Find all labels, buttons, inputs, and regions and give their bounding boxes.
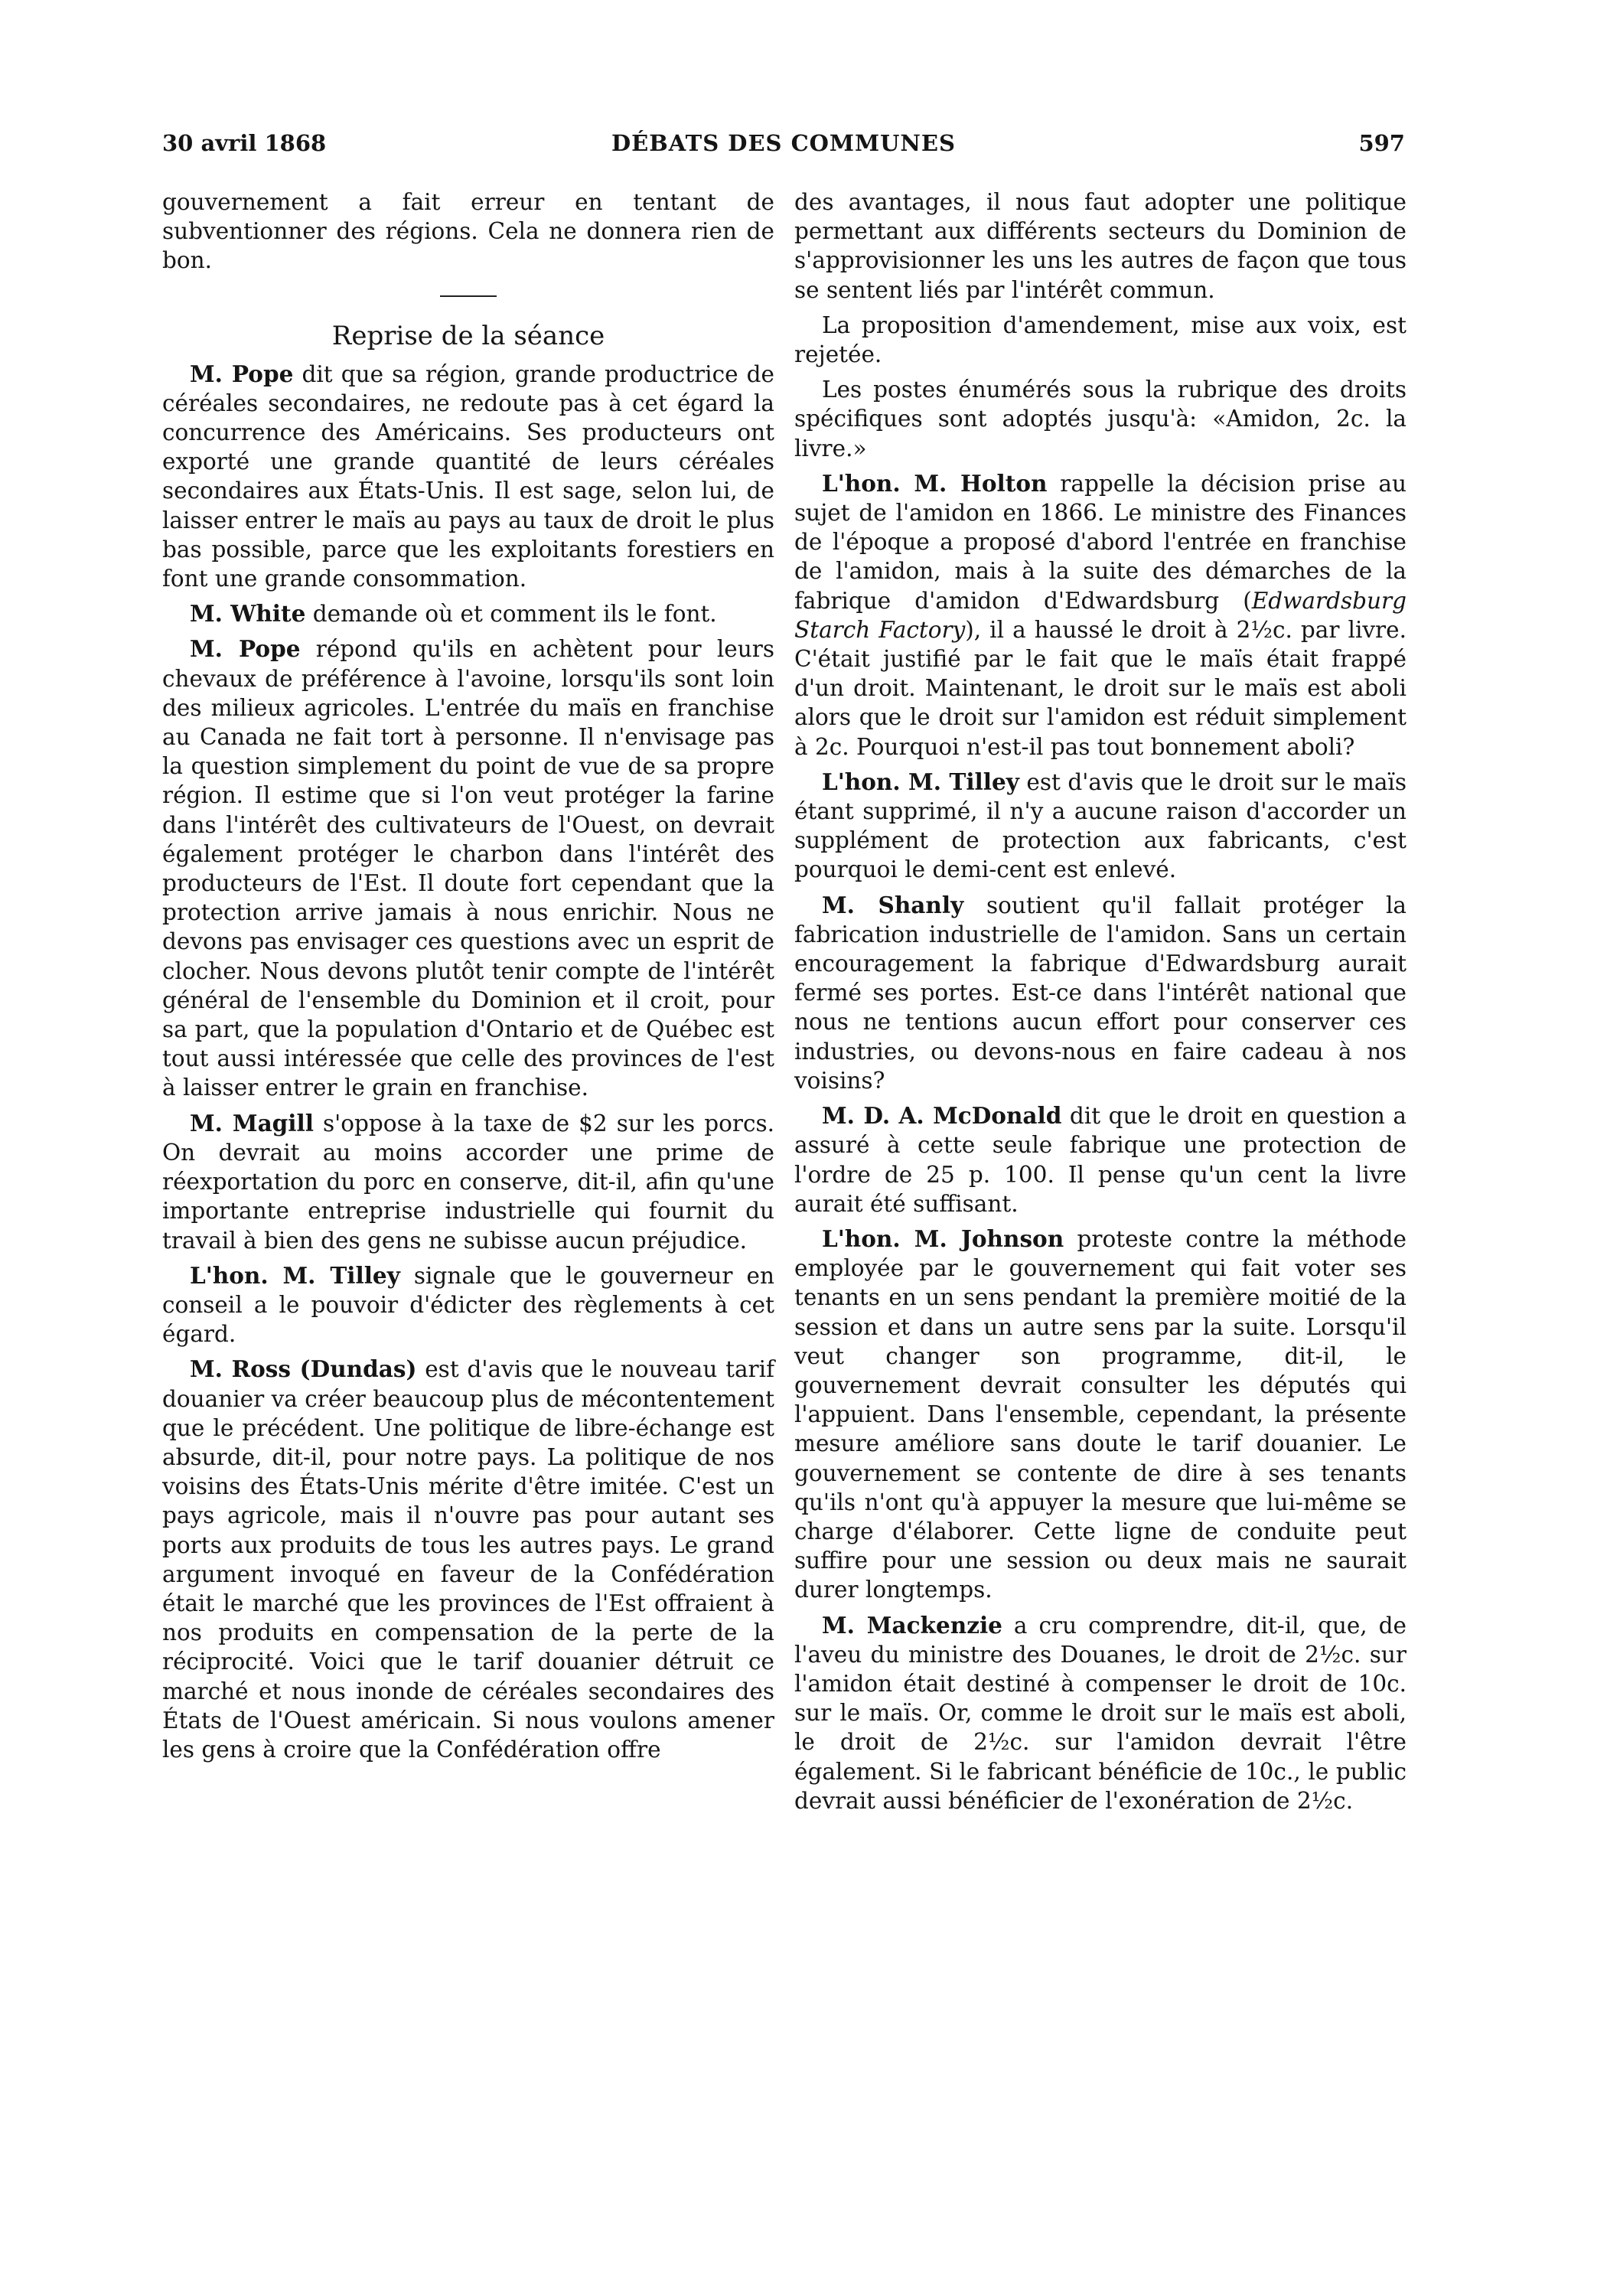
speaker-name: M. Mackenzie [822, 1611, 1002, 1639]
speaker-name: M. White [190, 600, 306, 628]
continued-paragraph: des avantages, il nous faut adopter une politique permettant aux différents secteurs du Dominion de s'approvisionner les uns les autres de façon que tous se sentent liés par l'intérêt commun. [794, 189, 1407, 303]
speaker-name: L'hon. M. Tilley [822, 768, 1019, 795]
speech-text: s'oppose à la taxe de $2 sur les porcs. On devrait au moins accorder une prime de réexportation du porc en conserve, dit-il, afin qu'une importante entreprise industrielle qui fournit du travail à bien des gens ne subisse aucun préjudice. [162, 1110, 774, 1254]
speaker-name: M. Magill [190, 1109, 314, 1137]
speech-paragraph [162, 634, 774, 1102]
procedural-paragraph: Les postes énumérés sous la rubrique des droits spécifiques sont adoptés jusqu'à: «Amidon, 2c. la livre.» [794, 377, 1407, 461]
speech-paragraph [794, 1225, 1407, 1605]
page-number: 597 [1358, 130, 1405, 156]
speaker-name: L'hon. M. Holton [822, 469, 1048, 497]
speaker-name: L'hon. M. Tilley [190, 1261, 400, 1289]
speech-text: est d'avis que le droit sur le maïs étant supprimé, il n'y a aucune raison d'accorder un supplément de protection aux fabricants, c'est pourquoi le demi-cent est enlevé. [794, 768, 1407, 883]
left-column [162, 188, 774, 1770]
speech-text: signale que le gouverneur en conseil a le pouvoir d'édicter des règlements à cet égard. [162, 1262, 774, 1348]
speech-text: proteste contre la méthode employée par le gouvernement qui fait voter ses tenants en un sens pendant la première moitié de la session et dans un autre sens par la suite. Lorsqu'il veut changer son programme, dit-il, le gouvernement devrait consulter les députés qui l'appuient. Dans l'ensemble, cependant, la présente mesure améliore sans doute le tarif douanier. Le gouvernement se contente de dire à ses tenants qu'ils n'ont qu'à appuyer la mesure que lui-même se charge d'élaborer. Cette ligne de conduite peut suffire pour une session ou deux mais ne saurait durer longtemps. [794, 1225, 1407, 1603]
procedural-paragraph: La proposition d'amendement, mise aux voix, est rejetée. [794, 311, 1407, 368]
speech-paragraph [794, 469, 1407, 762]
speech-paragraph [162, 360, 774, 594]
speech-text: demande où et comment ils le font. [305, 601, 717, 628]
section-divider [440, 295, 497, 297]
section-heading: Reprise de la séance [331, 320, 605, 351]
speech-paragraph [794, 1611, 1407, 1815]
speech-paragraph [162, 1109, 774, 1255]
right-column [794, 188, 1407, 1821]
speech-text: a cru comprendre, dit-il, que, de l'aveu du ministre des Douanes, le droit de 2½c. sur l'amidon était destiné à compenser le droit de 10c. sur le maïs. Or, comme le droit sur le maïs est aboli, le droit de 2½c. sur l'amidon devrait l'être également. Si le fabricant bénéficie de 10c., le public devrait aussi bénéficier de l'exonération de 2½c. [794, 1612, 1407, 1814]
speech-text: ), il a haussé le droit à 2½c. par livre. C'était justifié par le fait que le maïs était frappé d'un droit. Maintenant, le droit sur le maïs est aboli alors que le droit sur l'amidon est réduit simplement à 2c. Pourquoi n'est-il pas tout bonnement aboli? [794, 616, 1407, 760]
speech-paragraph [794, 891, 1407, 1095]
speech-text: dit que le droit en question a assuré à cette seule fabrique une protection de l'ordre de 25 p. 100. Il pense qu'un cent la livre aurait été suffisant. [794, 1103, 1407, 1217]
header-date: 30 avril 1868 [162, 130, 327, 156]
continued-paragraph: gouvernement a fait erreur en tentant de subventionner des régions. Cela ne donnera rien de bon. [162, 189, 774, 274]
speech-text: est d'avis que le nouveau tarif douanier va créer beaucoup plus de mécontentement que le précédent. Une politique de libre-échange est absurde, dit-il, pour notre pays. La politique de nos voisins des États-Unis mérite d'être imitée. C'est un pays agricole, mais il n'ouvre pas pour autant ses ports aux produits de tous les autres pays. Le grand argument invoqué en faveur de la Confédération était le marché que les provinces de l'Est offraient à nos produits en compensation de la perte de la réciprocité. Voici que le tarif douanier détruit ce marché et nous inonde de céréales secondaires des États de l'Ouest américain. Si nous voulons amener les gens à croire que la Confédération offre [162, 1356, 775, 1763]
running-header [162, 130, 1405, 168]
speaker-name: L'hon. M. Johnson [822, 1225, 1064, 1252]
speech-text: rappelle la décision prise au sujet de l'amidon en 1866. Le ministre des Finances de l'époque a proposé d'abord l'entrée en franchise de l'amidon, mais à la suite des démarches de la fabrique d'amidon d'Edwardsburg ( [794, 470, 1407, 614]
speech-text: soutient qu'il fallait protéger la fabrication industrielle de l'amidon. Sans un certain encouragement la fabrique d'Edwardsburg aurait fermé ses portes. Est-ce dans l'intérêt national que nous ne tentions aucun effort pour conserver ces industries, ou devons-nous en faire cadeau à nos voisins? [794, 892, 1407, 1094]
speech-paragraph [162, 1261, 774, 1349]
speaker-name: M. Ross (Dundas) [190, 1355, 417, 1383]
speech-paragraph [162, 1355, 774, 1764]
speaker-name: M. Pope [190, 635, 301, 663]
speech-text: répond qu'ils en achètent pour leurs chevaux de préférence à l'avoine, lorsqu'ils sont loin des milieux agricoles. L'entrée du maïs en franchise au Canada ne fait tort à personne. Il n'envisage pas la question simplement du point de vue de sa propre région. Il estime que si l'on veut protéger la farine dans l'intérêt des cultivateurs de l'Ouest, on devrait également protéger le charbon dans l'intérêt des producteurs de l'Est. Il doute fort cependant que la protection arrive jamais à nous enrichir. Nous ne devons pas envisager ces questions avec un esprit de clocher. Nous devons plutôt tenir compte de l'intérêt général de l'ensemble du Dominion et il croit, pour sa part, que la population d'Ontario et de Québec est tout aussi intéressée que celle des provinces de l'est à laisser entrer le grain en franchise. [162, 636, 774, 1101]
header-title: DÉBATS DES COMMUNES [611, 130, 956, 156]
speech-paragraph [162, 599, 774, 628]
italic-company-name: Edwardsburg Starch Factory [794, 587, 1407, 643]
speech-paragraph [794, 768, 1407, 885]
speaker-name: M. Pope [190, 360, 294, 387]
speaker-name: M. D. A. McDonald [822, 1102, 1062, 1130]
speaker-name: M. Shanly [822, 891, 964, 918]
speech-paragraph [794, 1101, 1407, 1218]
speech-text: dit que sa région, grande productrice de céréales secondaires, ne redoute pas à cet égard la concurrence des Américains. Ses producteurs ont exporté une grande quantité de leurs céréales secondaires aux États-Unis. Il est sage, selon lui, de laisser entrer le maïs au pays au taux de droit le plus bas possible, parce que les exploitants forestiers en font une grande consommation. [162, 360, 774, 592]
